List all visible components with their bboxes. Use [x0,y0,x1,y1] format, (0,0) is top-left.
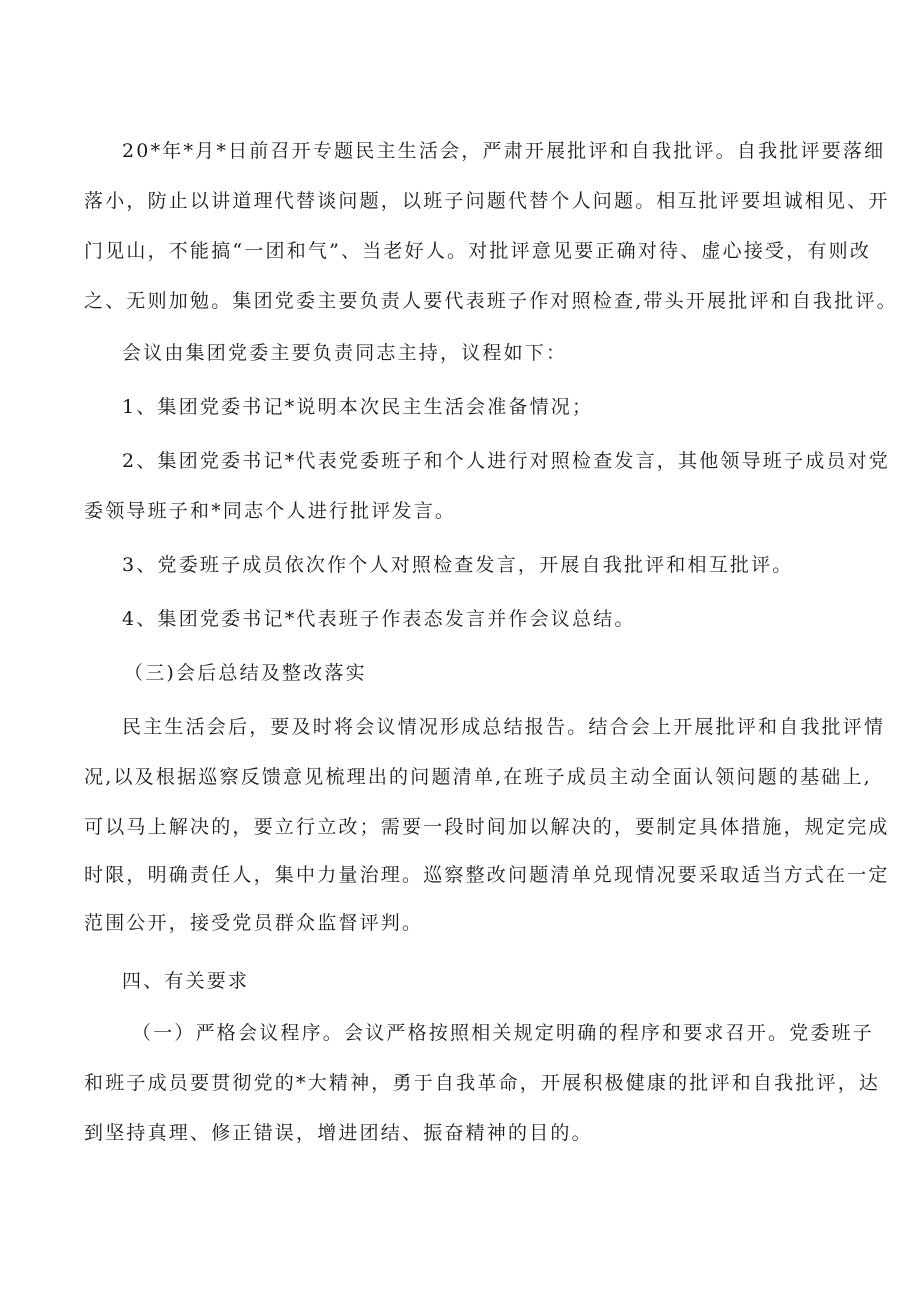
paragraph-2-line-1: 会议由集团党委主要负责同志主持，议程如下： [122,342,568,364]
agenda-item-4: 4、集团党委书记*代表班子作表态发言并作会议总结。 [122,608,636,630]
agenda-item-2-line-1: 2、集团党委书记*代表党委班子和个人进行对照检查发言，其他领导班子成员对党 [122,450,890,472]
agenda-item-2-line-2: 委领导班子和*同志个人进行批评发言。 [84,500,457,522]
paragraph-1-line-2: 落小，防止以讲道理代替谈问题，以班子问题代替个人问题。相互批评要坦诚相见、开 [84,190,890,212]
agenda-item-1: 1、集团党委书记*说明本次民主生活会准备情况； [122,396,594,418]
section-heading-4: 四、有关要求 [122,970,250,992]
paragraph-1-line-3: 门见山，不能搞“一团和气”、当老好人。对批评意见要正确对待、虚心接受，有则改 [84,240,872,262]
paragraph-summary-line-5: 范围公开，接受党员群众监督评判。 [84,912,424,934]
paragraph-summary-line-4: 时限，明确责任人，集中力量治理。巡察整改问题清单兑现情况要采取适当方式在一定 [84,864,890,886]
paragraph-1-line-1: 20*年*月*日前召开专题民主生活会，严肃开展批评和自我批评。自我批评要落细 [122,140,886,162]
paragraph-summary-line-3: 可以马上解决的，要立行立改；需要一段时间加以解决的，要制定具体措施，规定完成 [84,816,890,838]
paragraph-summary-line-2: 况,以及根据巡察反馈意见梳理出的问题清单,在班子成员主动全面认领问题的基础上, [84,766,872,788]
requirement-1-line-3: 到坚持真理、修正错误，增进团结、振奋精神的目的。 [84,1122,593,1144]
requirement-1-line-2: 和班子成员要贯彻党的*大精神，勇于自我革命，开展积极健康的批评和自我批评，达 [84,1072,881,1094]
requirement-1-line-1: （一）严格会议程序。会议严格按照相关规定明确的程序和要求召开。党委班子 [132,1022,875,1044]
paragraph-1-line-4: 之、无则加勉。集团党委主要负责人要代表班子作对照检查,带头开展批评和自我批评。 [84,290,898,312]
agenda-item-3: 3、党委班子成员依次作个人对照检查发言，开展自我批评和相互批评。 [122,554,794,576]
section-heading-3: （三)会后总结及整改落实 [124,662,367,684]
paragraph-summary-line-1: 民主生活会后，要及时将会议情况形成总结报告。结合会上开展批评和自我批评情 [122,716,886,738]
